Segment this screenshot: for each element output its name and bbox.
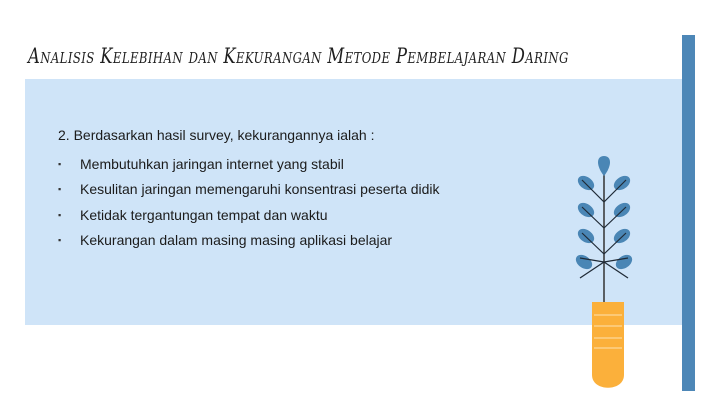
bullet-marker: ▪: [58, 158, 62, 169]
accent-bar: [682, 35, 695, 391]
list-item: [58, 228, 440, 254]
list-item: [58, 151, 440, 177]
bullet-marker: ▪: [58, 235, 62, 246]
bullet-marker: ▪: [58, 184, 62, 195]
plant-vase-icon: [566, 150, 646, 400]
section-heading: 2. Berdasarkan hasil survey, kekurangannya ialah :: [58, 127, 375, 143]
list-item: [58, 177, 440, 203]
list-item-text: Membutuhkan jaringan internet yang stabil: [80, 155, 344, 172]
slide-title: Analisis Kelebihan dan Kekurangan Metode Pembelajaran Daring: [28, 44, 569, 68]
list-item: [58, 202, 440, 228]
bullet-marker: ▪: [58, 209, 62, 220]
list-item-text: Ketidak tergantungan tempat dan waktu: [80, 206, 328, 223]
bullet-list: [58, 151, 440, 253]
list-item-text: Kekurangan dalam masing masing aplikasi belajar: [80, 232, 393, 249]
list-item-text: Kesulitan jaringan memengaruhi konsentrasi peserta didik: [80, 181, 440, 198]
